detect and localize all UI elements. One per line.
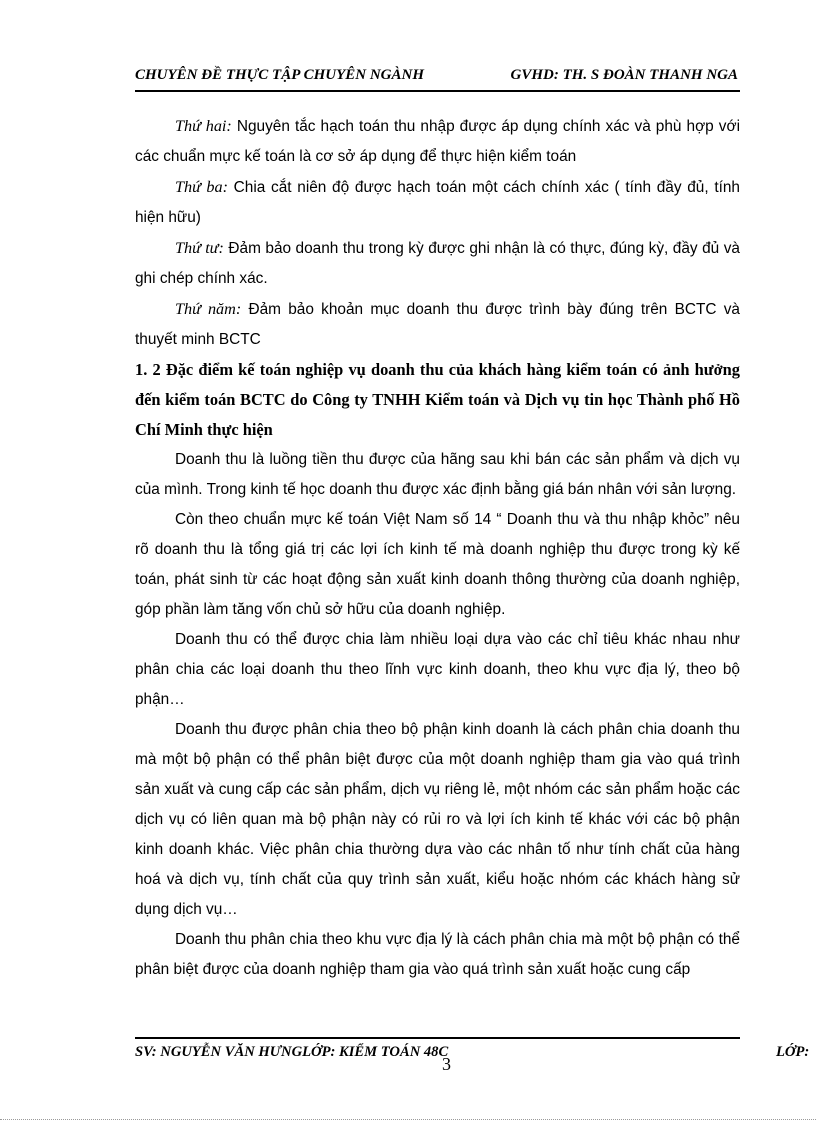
paragraph-business-segment: Doanh thu được phân chia theo bộ phận kinh doanh là cách phân chia doanh thu mà một bộ phận có thể phân biệt được của một doanh nghiệp tham gia vào quá trình sản xuất và cung cấp các sản phẩm, dịch vụ riêng lẻ, một nhóm các sản phẩm hoặc các dịch vụ có liên quan mà bộ phận này có rủi ro và lợi ích kinh tế khác với các bộ phận kinh doanh khác. Việc phân chia thường dựa vào các nhân tố như tính chất của hàng hoá và dịch vụ, tính chất của quy trình sản xuất, kiểu hoặc nhóm các khách hàng sử dụng dịch vụ… <box>135 721 740 918</box>
paragraph-lead: Thứ năm: <box>175 300 242 318</box>
paragraph-text: Đảm bảo khoản mục doanh thu được trình bày đúng trên BCTC và thuyết minh BCTC <box>135 301 740 348</box>
section-heading: 1. 2 Đặc điểm kế toán nghiệp vụ doanh thu của khách hàng kiểm toán có ảnh hưởng đến kiểm toán BCTC do Công ty TNHH Kiểm toán và Dịch vụ tin học Thành phố Hồ Chí Minh thực hiện <box>135 360 740 439</box>
paragraph-text: Chia cắt niên độ được hạch toán một cách chính xác ( tính đầy đủ, tính hiện hữu) <box>135 179 740 226</box>
page-number: 3 <box>442 1054 451 1074</box>
paragraph-second <box>135 111 740 172</box>
page-break-line <box>0 1119 816 1120</box>
paragraph-lead: Thứ hai: <box>175 117 232 135</box>
paragraph-fifth <box>135 294 740 355</box>
paragraph-lead: Thứ tư: <box>175 239 224 257</box>
paragraph-text: Nguyên tắc hạch toán thu nhập được áp dụng chính xác và phù hợp với các chuẩn mực kế toán là cơ sở áp dụng để thực hiện kiểm toán <box>135 118 740 165</box>
page-header <box>135 64 740 92</box>
paragraph-lead: Thứ ba: <box>175 178 228 196</box>
paragraph-standard-14: Còn theo chuẩn mực kế toán Việt Nam số 14 “ Doanh thu và thu nhập khỏc” nêu rõ doanh thu là tổng giá trị các lợi ích kinh tế mà doanh nghiệp thu được trong kỳ kế toán, phát sinh từ các hoạt động sản xuất kinh doanh thông thường của doanh nghiệp, góp phần làm tăng vốn chủ sở hữu của doanh nghiệp. <box>135 511 740 618</box>
footer-student: SV: NGUYỄN VĂN HƯNGLỚP: KIỂM TOÁN 48C <box>135 1044 449 1060</box>
paragraph-geographic-segment: Doanh thu phân chia theo khu vực địa lý là cách phân chia mà một bộ phận có thể phân biệt được của doanh nghiệp tham gia vào quá trình sản xuất hoặc cung cấp <box>135 931 740 978</box>
header-supervisor: GVHD: TH. S ĐOÀN THANH NGA <box>510 67 738 83</box>
paragraph-fourth <box>135 233 740 294</box>
header-course-title: CHUYÊN ĐỀ THỰC TẬP CHUYÊN NGÀNH <box>135 67 424 83</box>
footer-divider <box>135 1037 740 1039</box>
paragraph-revenue-definition: Doanh thu là luồng tiền thu được của hãng sau khi bán các sản phẩm và dịch vụ của mình. Trong kinh tế học doanh thu được xác định bằng giá bán nhân với sản lượng. <box>135 451 740 498</box>
page-content <box>135 111 740 985</box>
paragraph-text: Đảm bảo doanh thu trong kỳ được ghi nhận là có thực, đúng kỳ, đầy đủ và ghi chép chính xác. <box>135 240 740 287</box>
paragraph-revenue-types: Doanh thu có thể được chia làm nhiều loại dựa vào các chỉ tiêu khác nhau như phân chia các loại doanh thu theo lĩnh vực kinh doanh, theo khu vực địa lý, theo bộ phận… <box>135 631 740 708</box>
footer-class: LỚP: <box>776 1044 810 1060</box>
paragraph-third <box>135 172 740 233</box>
